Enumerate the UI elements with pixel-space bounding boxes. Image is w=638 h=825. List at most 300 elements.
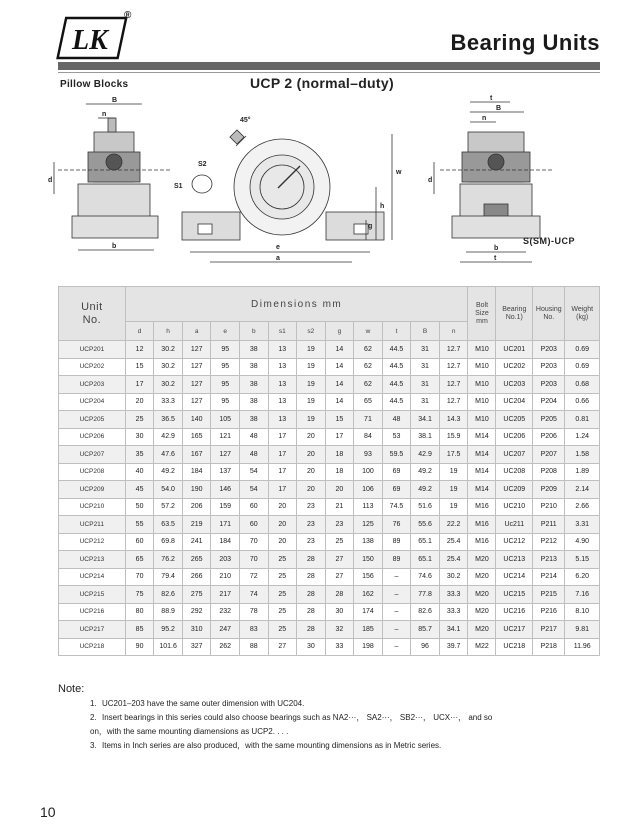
col-g: g [325, 322, 354, 341]
table-cell: 96 [411, 638, 440, 656]
table-cell: 162 [354, 586, 383, 604]
table-cell: 38 [239, 411, 268, 429]
table-cell: 9.81 [565, 621, 600, 639]
table-cell: 70 [125, 568, 154, 586]
header-rule [58, 62, 600, 70]
weight-header: Weight (kg) [565, 287, 600, 341]
table-cell: 74 [239, 586, 268, 604]
table-cell: 265 [182, 551, 211, 569]
table-cell: 15.9 [439, 428, 468, 446]
header-thin-rule [58, 72, 600, 73]
table-cell: 113 [354, 498, 383, 516]
note-item: 3. Items in Inch series are also produced，with the same mounting dimensions as in Metric series. [90, 741, 442, 750]
brand-logo [58, 14, 124, 62]
table-cell: 60 [125, 533, 154, 551]
table-cell: 62 [354, 376, 383, 394]
table-cell: 125 [354, 516, 383, 534]
table-cell: 55 [125, 516, 154, 534]
table-cell: 49.2 [154, 463, 183, 481]
table-cell: 184 [182, 463, 211, 481]
table-cell: 30.2 [439, 568, 468, 586]
table-cell: M10 [468, 341, 496, 359]
table-cell: M10 [468, 358, 496, 376]
table-cell: 63.5 [154, 516, 183, 534]
table-cell: 127 [182, 341, 211, 359]
table-cell: M20 [468, 551, 496, 569]
page-title: Bearing Units [450, 30, 600, 55]
dimensions-table [58, 286, 600, 656]
table-cell: 80 [125, 603, 154, 621]
table-body [59, 341, 600, 656]
table-cell: 11.96 [565, 638, 600, 656]
table-cell: 38.1 [411, 428, 440, 446]
unit-no-cell: UCP210 [59, 498, 126, 516]
table-cell: 23 [297, 516, 326, 534]
bearing-no-header: Bearing No.1) [496, 287, 533, 341]
table-cell: 76.2 [154, 551, 183, 569]
table-cell: 69.8 [154, 533, 183, 551]
table-cell: 65 [125, 551, 154, 569]
technical-drawing [50, 92, 600, 272]
table-cell: 95 [211, 358, 240, 376]
table-cell: 32 [325, 621, 354, 639]
table-cell: M16 [468, 516, 496, 534]
housing-no-header: Housing No. [533, 287, 565, 341]
table-row [59, 498, 600, 516]
table-cell: M10 [468, 411, 496, 429]
table-cell: 30.2 [154, 376, 183, 394]
table-cell: 25 [268, 551, 297, 569]
svg-text:w: w [396, 169, 402, 176]
table-row [59, 393, 600, 411]
table-cell: 17 [268, 463, 297, 481]
table-cell: Uc211 [496, 516, 533, 534]
table-cell: 3.31 [565, 516, 600, 534]
table-cell: 25.4 [439, 533, 468, 551]
table-cell: – [382, 568, 411, 586]
note-item: 1. UC201–203 have the same outer dimension with UC204. [90, 699, 305, 708]
unit-no-cell: UCP209 [59, 481, 126, 499]
table-cell: 25 [125, 411, 154, 429]
table-cell: 38 [239, 393, 268, 411]
table-cell: 105 [211, 411, 240, 429]
table-cell: 27 [325, 551, 354, 569]
table-cell: 127 [182, 358, 211, 376]
table-cell: – [382, 638, 411, 656]
table-cell: 14 [325, 376, 354, 394]
table-cell: 101.6 [154, 638, 183, 656]
table-cell: 13 [268, 358, 297, 376]
table-cell: 59.5 [382, 446, 411, 464]
table-cell: 69 [382, 463, 411, 481]
table-cell: 34.1 [439, 621, 468, 639]
table-cell: 25 [268, 568, 297, 586]
table-cell: P215 [533, 586, 565, 604]
unit-no-cell: UCP202 [59, 358, 126, 376]
table-cell: 25 [268, 603, 297, 621]
table-cell: 38 [239, 358, 268, 376]
table-cell: P218 [533, 638, 565, 656]
col-B: B [411, 322, 440, 341]
table-cell: 76 [382, 516, 411, 534]
table-cell: 44.5 [382, 393, 411, 411]
unit-no-cell: UCP212 [59, 533, 126, 551]
table-cell: 54.0 [154, 481, 183, 499]
svg-text:S1: S1 [174, 183, 183, 190]
table-cell: M16 [468, 533, 496, 551]
table-cell: 19 [297, 376, 326, 394]
table-cell: 71 [354, 411, 383, 429]
table-cell: 17 [125, 376, 154, 394]
table-cell: UC217 [496, 621, 533, 639]
table-cell: 19 [439, 463, 468, 481]
table-cell: 22.2 [439, 516, 468, 534]
table-cell: P213 [533, 551, 565, 569]
table-cell: 57.2 [154, 498, 183, 516]
front-view [182, 130, 392, 262]
table-cell: P212 [533, 533, 565, 551]
svg-text:n: n [482, 115, 487, 122]
table-cell: 74.6 [411, 568, 440, 586]
notes-section [58, 683, 600, 753]
table-row [59, 358, 600, 376]
table-cell: 38 [239, 376, 268, 394]
table-cell: 39.7 [439, 638, 468, 656]
table-cell: 78 [239, 603, 268, 621]
table-cell: 84 [354, 428, 383, 446]
section-label: Pillow Blocks [60, 79, 129, 90]
table-cell: 217 [211, 586, 240, 604]
table-cell: 15 [325, 411, 354, 429]
table-row [59, 428, 600, 446]
table-cell: 171 [211, 516, 240, 534]
table-cell: 75 [125, 586, 154, 604]
unit-no-cell: UCP203 [59, 376, 126, 394]
table-cell: 45 [125, 481, 154, 499]
table-cell: 198 [354, 638, 383, 656]
table-cell: P206 [533, 428, 565, 446]
table-cell: 38 [239, 341, 268, 359]
table-cell: 138 [354, 533, 383, 551]
table-cell: M16 [468, 498, 496, 516]
table-cell: 44.5 [382, 341, 411, 359]
table-cell: – [382, 621, 411, 639]
table-cell: 28 [297, 621, 326, 639]
table-cell: 0.81 [565, 411, 600, 429]
table-cell: 247 [211, 621, 240, 639]
table-cell: 82.6 [411, 603, 440, 621]
unit-no-header: Unit No. [59, 287, 126, 341]
table-cell: 25 [268, 621, 297, 639]
table-row [59, 551, 600, 569]
table-cell: M20 [468, 603, 496, 621]
table-cell: 30 [297, 638, 326, 656]
table-cell: 14 [325, 341, 354, 359]
table-cell: 6.20 [565, 568, 600, 586]
table-cell: 14 [325, 358, 354, 376]
table-cell: 241 [182, 533, 211, 551]
table-cell: UC218 [496, 638, 533, 656]
table-cell: 82.6 [154, 586, 183, 604]
svg-text:LK: LK [72, 25, 108, 56]
table-cell: M14 [468, 428, 496, 446]
table-cell: 89 [382, 551, 411, 569]
table-cell: 28 [297, 586, 326, 604]
table-cell: 33 [325, 638, 354, 656]
unit-no-cell: UCP217 [59, 621, 126, 639]
table-cell: 1.58 [565, 446, 600, 464]
table-cell: 53 [382, 428, 411, 446]
table-cell: 146 [211, 481, 240, 499]
table-cell: P209 [533, 481, 565, 499]
table-cell: 48 [239, 428, 268, 446]
table-cell: 2.14 [565, 481, 600, 499]
table-cell: 174 [354, 603, 383, 621]
table-cell: 4.90 [565, 533, 600, 551]
table-cell: UC208 [496, 463, 533, 481]
table-cell: 12.7 [439, 358, 468, 376]
table-cell: 30.2 [154, 341, 183, 359]
table-cell: UC210 [496, 498, 533, 516]
table-cell: 74.5 [382, 498, 411, 516]
table-cell: 23 [297, 533, 326, 551]
svg-text:b: b [112, 243, 117, 250]
table-cell: 19 [297, 393, 326, 411]
table-cell: UC212 [496, 533, 533, 551]
unit-no-cell: UCP206 [59, 428, 126, 446]
table-cell: 275 [182, 586, 211, 604]
table-cell: M20 [468, 568, 496, 586]
col-e: e [211, 322, 240, 341]
table-cell: P205 [533, 411, 565, 429]
table-cell: 31 [411, 376, 440, 394]
table-cell: 127 [211, 446, 240, 464]
table-cell: 27 [268, 638, 297, 656]
table-cell: 20 [268, 498, 297, 516]
table-cell: 50 [125, 498, 154, 516]
svg-text:e: e [276, 244, 280, 251]
table-cell: 12.7 [439, 376, 468, 394]
table-cell: 30 [325, 603, 354, 621]
table-cell: 0.68 [565, 376, 600, 394]
table-cell: 167 [182, 446, 211, 464]
table-cell: 23 [297, 498, 326, 516]
svg-text:B: B [112, 97, 118, 104]
table-cell: 206 [182, 498, 211, 516]
series-title: UCP 2 (normal–duty) [250, 75, 394, 91]
table-cell: 17 [268, 428, 297, 446]
table-row [59, 481, 600, 499]
table-cell: 1.24 [565, 428, 600, 446]
table-cell: P211 [533, 516, 565, 534]
table-cell: 14.3 [439, 411, 468, 429]
table-cell: 88.9 [154, 603, 183, 621]
svg-text:n: n [102, 111, 107, 118]
table-cell: 17 [268, 446, 297, 464]
table-cell: 20 [297, 463, 326, 481]
table-cell: UC215 [496, 586, 533, 604]
table-cell: P210 [533, 498, 565, 516]
table-cell: 13 [268, 411, 297, 429]
table-cell: 31 [411, 393, 440, 411]
table-cell: 42.9 [154, 428, 183, 446]
table-cell: 28 [325, 586, 354, 604]
table-cell: UC213 [496, 551, 533, 569]
table-cell: 165 [182, 428, 211, 446]
table-cell: 18 [325, 446, 354, 464]
table-cell: 65.1 [411, 551, 440, 569]
table-cell: 25 [325, 533, 354, 551]
table-row [59, 533, 600, 551]
table-cell: M14 [468, 463, 496, 481]
svg-text:S2: S2 [198, 161, 207, 168]
table-cell: 36.5 [154, 411, 183, 429]
col-h: h [154, 322, 183, 341]
table-cell: M10 [468, 393, 496, 411]
table-cell: 150 [354, 551, 383, 569]
table-cell: 203 [211, 551, 240, 569]
table-cell: 20 [268, 516, 297, 534]
svg-text:t: t [490, 95, 493, 102]
table-cell: 7.16 [565, 586, 600, 604]
unit-no-cell: UCP208 [59, 463, 126, 481]
table-cell: 17 [325, 428, 354, 446]
table-cell: 13 [268, 393, 297, 411]
table-cell: 95 [211, 376, 240, 394]
unit-no-cell: UCP204 [59, 393, 126, 411]
unit-no-cell: UCP207 [59, 446, 126, 464]
table-cell: 185 [354, 621, 383, 639]
table-cell: 62 [354, 358, 383, 376]
table-cell: P217 [533, 621, 565, 639]
table-cell: 89 [382, 533, 411, 551]
table-cell: 127 [182, 376, 211, 394]
table-cell: 44.5 [382, 376, 411, 394]
table-cell: – [382, 603, 411, 621]
table-cell: 30 [125, 428, 154, 446]
table-cell: 70 [239, 551, 268, 569]
table-cell: 88 [239, 638, 268, 656]
table-cell: 8.10 [565, 603, 600, 621]
svg-text:g: g [368, 223, 373, 230]
unit-no-cell: UCP205 [59, 411, 126, 429]
table-cell: M20 [468, 621, 496, 639]
svg-text:d: d [428, 177, 433, 184]
col-s1: s1 [268, 322, 297, 341]
table-cell: 310 [182, 621, 211, 639]
table-cell: 42.9 [411, 446, 440, 464]
table-cell: 0.66 [565, 393, 600, 411]
table-cell: 14 [325, 393, 354, 411]
table-cell: 54 [239, 481, 268, 499]
table-row [59, 603, 600, 621]
table-row [59, 341, 600, 359]
table-cell: 292 [182, 603, 211, 621]
table-row [59, 463, 600, 481]
table-cell: P203 [533, 376, 565, 394]
table-cell: 93 [354, 446, 383, 464]
table-cell: 51.6 [411, 498, 440, 516]
col-n: n [439, 322, 468, 341]
table-cell: 95.2 [154, 621, 183, 639]
note-item: 2. Insert bearings in this series could also choose bearings such as NA2···， SA2···， SB2···， UCX···， and so on，with the same mounting diamensions as UCP2. . . . [90, 713, 493, 736]
table-cell: 49.2 [411, 481, 440, 499]
table-cell: 0.69 [565, 358, 600, 376]
table-cell: 55.6 [411, 516, 440, 534]
table-cell: P203 [533, 358, 565, 376]
table-cell: 184 [211, 533, 240, 551]
table-row [59, 586, 600, 604]
unit-no-cell: UCP218 [59, 638, 126, 656]
table-cell: 327 [182, 638, 211, 656]
table-cell: 19 [297, 411, 326, 429]
table-cell: 40 [125, 463, 154, 481]
unit-no-cell: UCP211 [59, 516, 126, 534]
table-cell: UC203 [496, 376, 533, 394]
table-cell: 90 [125, 638, 154, 656]
svg-text:b: b [494, 245, 499, 252]
table-cell: UC214 [496, 568, 533, 586]
table-cell: 23 [325, 516, 354, 534]
table-cell: 44.5 [382, 358, 411, 376]
table-cell: M10 [468, 376, 496, 394]
col-b: b [239, 322, 268, 341]
table-cell: 77.8 [411, 586, 440, 604]
table-cell: 100 [354, 463, 383, 481]
table-row [59, 638, 600, 656]
table-cell: 31 [411, 358, 440, 376]
svg-text:t: t [494, 255, 497, 262]
table-row [59, 446, 600, 464]
table-cell: 28 [297, 568, 326, 586]
table-cell: P208 [533, 463, 565, 481]
table-cell: 60 [239, 498, 268, 516]
table-cell: 35 [125, 446, 154, 464]
table-cell: 20 [297, 481, 326, 499]
table-cell: 12.7 [439, 341, 468, 359]
table-cell: 13 [268, 341, 297, 359]
page-number: 10 [40, 804, 56, 820]
table-cell: 62 [354, 341, 383, 359]
table-cell: 30.2 [154, 358, 183, 376]
table-cell: 21 [325, 498, 354, 516]
table-cell: P214 [533, 568, 565, 586]
svg-text:a: a [276, 255, 280, 262]
table-cell: UC205 [496, 411, 533, 429]
table-cell: 2.66 [565, 498, 600, 516]
table-cell: 65.1 [411, 533, 440, 551]
table-cell: 159 [211, 498, 240, 516]
table-cell: P203 [533, 341, 565, 359]
col-w: w [354, 322, 383, 341]
table-cell: 137 [211, 463, 240, 481]
table-row [59, 516, 600, 534]
table-cell: 33.3 [439, 586, 468, 604]
table-cell: – [382, 586, 411, 604]
table-cell: 85 [125, 621, 154, 639]
dimensions-header: Dimensions mm [125, 287, 468, 322]
side-view-left [54, 104, 170, 250]
table-cell: 19 [439, 481, 468, 499]
table-cell: 70 [239, 533, 268, 551]
unit-no-cell: UCP216 [59, 603, 126, 621]
svg-text:45°: 45° [240, 117, 251, 124]
table-cell: 85.7 [411, 621, 440, 639]
table-cell: 17.5 [439, 446, 468, 464]
table-cell: 12.7 [439, 393, 468, 411]
table-cell: 262 [211, 638, 240, 656]
svg-text:B: B [496, 105, 502, 112]
